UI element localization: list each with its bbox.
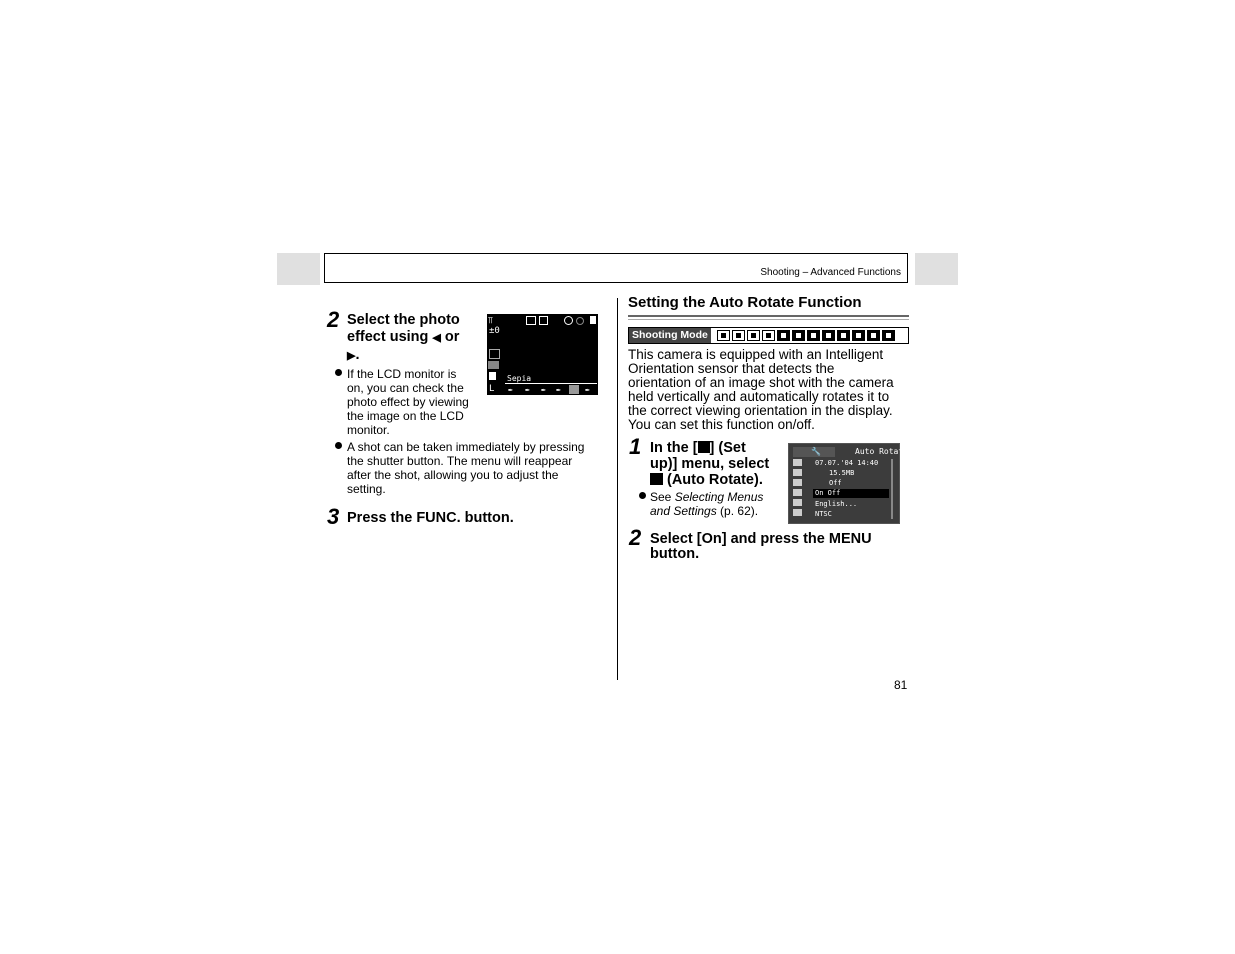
lock-icon bbox=[590, 316, 596, 324]
portrait-mode-icon bbox=[777, 330, 790, 341]
section-header bbox=[324, 253, 908, 283]
auto-mode-icon bbox=[717, 330, 730, 341]
left-margin-tab bbox=[277, 253, 320, 285]
step-2-instruction bbox=[347, 312, 482, 365]
camera-mode-icon: ⫪ bbox=[488, 316, 494, 326]
timer-icon bbox=[564, 316, 573, 325]
see-reference: See Selecting Menus and Settings (p. 62). bbox=[650, 490, 764, 518]
kids-mode-icon bbox=[822, 330, 835, 341]
arrow-left-icon: ◀ bbox=[432, 332, 441, 344]
step-3-instruction: Press the FUNC. button. bbox=[347, 510, 514, 526]
right-margin-tab bbox=[915, 253, 958, 285]
effect-selected-icon bbox=[488, 361, 499, 369]
right-step-2-number: 2 bbox=[629, 525, 642, 550]
macro-icon bbox=[576, 317, 584, 325]
step-3-number: 3 bbox=[327, 504, 340, 529]
snow-mode-icon bbox=[867, 330, 880, 341]
lcd-photo-effect-screen bbox=[487, 314, 598, 395]
arrow-right-icon: ▶ bbox=[347, 350, 356, 362]
right-step-2-instruction: Select [On] and press the MENU button. bbox=[650, 531, 872, 562]
lcd-check-note: If the LCD monitor is on, you can check the photo effect by viewing the image on the LCD monitor. bbox=[347, 367, 469, 437]
setup-menu-screenshot: 🔧 Auto Rotate 07.07.'04 14:40 15.5MB Off On Off English... NTSC bbox=[788, 443, 900, 524]
heading-rule-thin bbox=[628, 319, 909, 320]
setup-menu-icon bbox=[698, 441, 710, 453]
bullet-dot bbox=[335, 442, 342, 449]
section-heading: Setting the Auto Rotate Function bbox=[628, 294, 862, 311]
menu-side-icons bbox=[793, 459, 803, 521]
shooting-mode-label: Shooting Mode bbox=[629, 328, 711, 343]
beach-mode-icon bbox=[882, 330, 895, 341]
step-2-line2: effect using ◀ or bbox=[347, 329, 460, 345]
menu-title: Auto Rotate bbox=[855, 447, 908, 456]
section-title: Shooting – Advanced Functions bbox=[760, 267, 901, 278]
step-2-line3: ▶. bbox=[347, 347, 360, 363]
column-divider bbox=[617, 298, 618, 680]
bullet-dot bbox=[335, 369, 342, 376]
drive-icon bbox=[539, 316, 548, 325]
effect-name: Sepia bbox=[507, 374, 532, 383]
heading-rule bbox=[628, 315, 909, 317]
white-balance-icon bbox=[489, 349, 500, 359]
bullet-dot bbox=[639, 492, 646, 499]
auto-rotate-icon bbox=[650, 473, 663, 485]
right-step-1-number: 1 bbox=[629, 434, 642, 459]
landscape-mode-icon bbox=[792, 330, 805, 341]
step-2-line1: Select the photo bbox=[347, 312, 460, 328]
foliage-mode-icon bbox=[852, 330, 865, 341]
compression-icon bbox=[489, 372, 496, 380]
manual-mode-icon bbox=[732, 330, 745, 341]
image-size: L bbox=[489, 384, 495, 394]
page-number: 81 bbox=[894, 678, 908, 692]
exposure-value: ±0 bbox=[489, 326, 500, 336]
shutter-note: A shot can be taken immediately by pressing the shutter button. The menu will reappear after the shot, allowing you to adjust the setting. bbox=[347, 440, 585, 496]
step-2-number: 2 bbox=[327, 307, 340, 332]
mode-icons bbox=[717, 330, 895, 341]
flash-icon bbox=[526, 316, 536, 325]
indoor-mode-icon bbox=[837, 330, 850, 341]
effect-options-bar: ✒ ✒ ✒ ✒ ✒ bbox=[505, 383, 597, 395]
shooting-mode-bar bbox=[628, 327, 909, 344]
menu-tabs: 🔧 bbox=[793, 447, 835, 457]
intro-paragraph: This camera is equipped with an Intelligent Orientation sensor that detects the orientation of an image shot with the camera held vertically and automatically rotates it to the correct viewing orientation in the display. You can set this function on/off. bbox=[628, 347, 894, 432]
night-mode-icon bbox=[807, 330, 820, 341]
stitch-mode-icon bbox=[747, 330, 760, 341]
movie-mode-icon bbox=[762, 330, 775, 341]
right-step-1-instruction: In the [ ] (Set up)] menu, select (Auto Rotate). bbox=[650, 440, 770, 488]
menu-scrollbar bbox=[891, 459, 893, 519]
